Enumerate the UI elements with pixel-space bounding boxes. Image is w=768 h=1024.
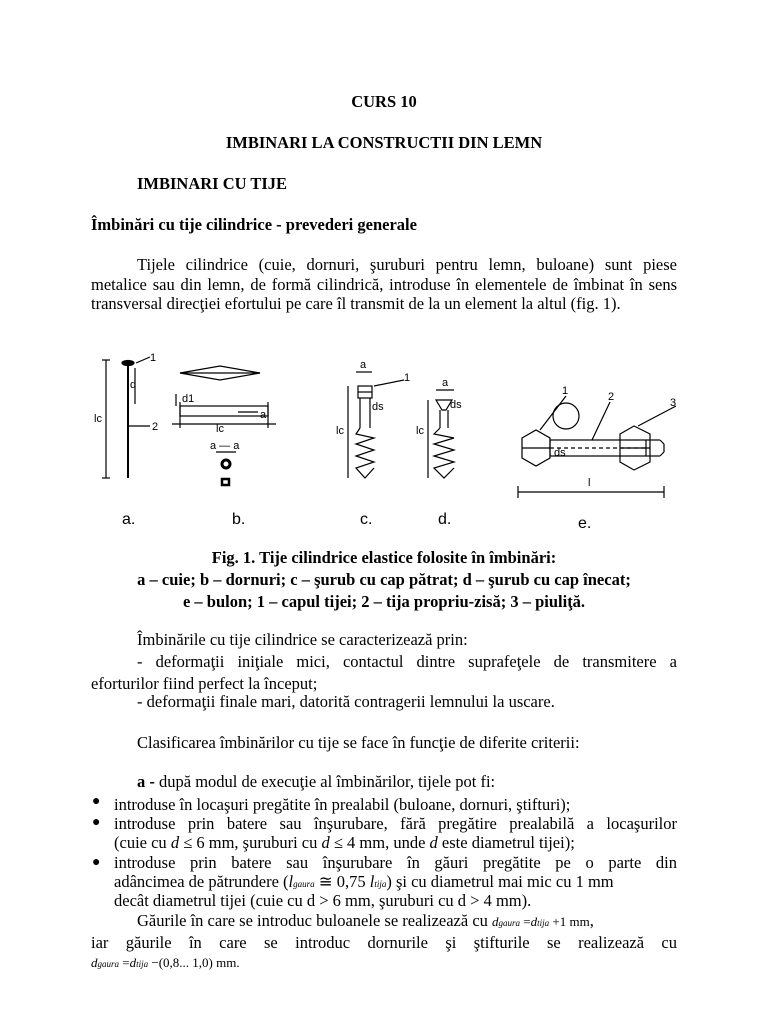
text-frag: ≅ 0,75 <box>314 872 370 891</box>
bullet-2-line-2 <box>114 833 575 853</box>
figure-caption-title: Fig. 1. Tije cilindrice elastice folosite în îmbinări: <box>211 548 557 567</box>
subscript: gaura <box>498 918 521 928</box>
var-d: d <box>91 955 98 970</box>
page-title: IMBINARI LA CONSTRUCTII DIN LEMN <box>225 133 543 152</box>
formula-bolt-hole <box>492 914 590 929</box>
label-d: d <box>130 379 137 391</box>
var-d: d <box>429 833 438 852</box>
bullet-marker: ● <box>92 855 101 870</box>
subscript: tija <box>537 918 550 928</box>
label-lc-csk: lc <box>416 425 424 437</box>
label-a-dowel: a <box>260 409 267 421</box>
holes-line-1 <box>137 911 594 931</box>
dowel-drawing <box>172 366 276 485</box>
label-l-bolt: l <box>588 477 591 489</box>
text-frag: este diametrul tijei); <box>437 833 575 852</box>
text-frag: (cuie cu <box>114 833 171 852</box>
square-head-screw-drawing <box>348 372 404 478</box>
text-frag: , <box>589 911 594 930</box>
subscript: tija <box>374 879 387 889</box>
characteristics-item-1: - deformaţii iniţiale mici, contactul dintre suprafeţele de transmitere a <box>137 652 677 671</box>
panel-label-b: b. <box>232 511 246 528</box>
figure-caption-line-2: a – cuie; b – dornuri; c – şurub cu cap pătrat; d – şurub cu cap înecat; <box>137 570 631 589</box>
subscript: gaura <box>293 879 315 889</box>
formula-dowel-hole <box>91 955 240 971</box>
figure-1-drawing <box>88 346 682 532</box>
bullet-3-line-1: introduse prin batere sau înşurubare în găuri pregătite pe o parte din <box>114 853 677 872</box>
var-d: d <box>170 833 180 852</box>
text-frag: adâncimea de pătrundere ( <box>114 872 289 891</box>
subsection-heading: Îmbinări cu tije cilindrice - prevederi generale <box>91 215 417 234</box>
label-ds-screw: ds <box>372 401 384 413</box>
label-1: 1 <box>150 352 157 364</box>
text-frag: +1 mm <box>549 914 590 929</box>
label-ds-csk: ds <box>450 399 462 411</box>
label-1-screw: 1 <box>404 372 411 384</box>
criterion-a-text: după modul de execuţie al îmbinărilor, tijele pot fi: <box>154 772 496 791</box>
text-frag: ≤ 6 mm, şuruburi cu <box>179 833 322 852</box>
text-frag: = <box>119 955 130 970</box>
text-frag: ) şi cu diametrul mai mic cu 1 mm <box>386 872 614 891</box>
var-d: d <box>530 914 538 929</box>
criterion-a <box>137 772 495 792</box>
label-lc-nail: lc <box>94 413 102 425</box>
panel-label-c: c. <box>360 511 373 528</box>
holes-line-2: iar găurile în care se introduc dornurile şi ştifturile se realizează cu <box>91 933 677 952</box>
label-a-screw: a <box>360 359 367 371</box>
label-lc-dowel: lc <box>216 423 224 435</box>
classification-text: Clasificarea îmbinărilor cu tije se face în funcţie de diferite criterii: <box>137 733 580 752</box>
bullet-marker: ● <box>92 794 101 809</box>
label-1-bolt: 1 <box>562 385 569 397</box>
bolt-drawing <box>518 396 676 498</box>
bullet-2-line-1: introduse prin batere sau înşurubare, fără pregătire prealabilă a locaşurilor <box>114 814 677 833</box>
characteristics-item-2: - deformaţii finale mari, datorită contragerii lemnului la uscare. <box>137 692 555 711</box>
label-section: a — a <box>210 440 240 452</box>
characteristics-item-1-cont: eforturilor fiind perfect la început; <box>91 674 318 693</box>
nail-drawing <box>102 357 150 478</box>
figure-caption-line-3: e – bulon; 1 – capul tijei; 2 – tija propriu-zisă; 3 – piuliţă. <box>182 592 586 611</box>
panel-label-a: a. <box>122 511 136 528</box>
course-number: CURS 10 <box>351 92 417 111</box>
label-lc-screw: lc <box>336 425 344 437</box>
label-a-csk: a <box>442 377 449 389</box>
var-d: d <box>129 955 137 970</box>
label-2-bolt: 2 <box>608 391 615 403</box>
panel-label-e: e. <box>578 515 592 532</box>
text-frag: Găurile în care se introduc buloanele se realizează cu <box>137 911 488 930</box>
label-3-bolt: 3 <box>670 397 677 409</box>
section-heading: IMBINARI CU TIJE <box>137 174 288 193</box>
characteristics-lead: Îmbinările cu tije cilindrice se caracterizează prin: <box>137 630 468 649</box>
subscript: tija <box>136 959 149 969</box>
var-d: d <box>321 833 330 852</box>
bullet-3-line-2 <box>114 872 614 892</box>
label-d1: d1 <box>182 393 195 405</box>
intro-paragraph: Tijele cilindrice (cuie, dornuri, şuruburi pentru lemn, buloane) sunt piese metalice sau din lemn, de formă cilindrică, introduse în elementele de îmbinat în sens transversal direcţiei efortului pe care îl transmit de la un element la altul (fig. 1). <box>91 255 677 313</box>
criterion-a-letter: a - <box>137 772 155 791</box>
text-frag: ≤ 4 mm, unde <box>329 833 430 852</box>
label-2: 2 <box>152 421 159 433</box>
bullet-1: introduse în locaşuri pregătite în prealabil (buloane, dornuri, ştifturi); <box>114 795 571 814</box>
subscript: gaura <box>97 959 120 969</box>
label-ds-bolt: ds <box>554 447 566 459</box>
var-l: l <box>369 872 375 891</box>
bullet-marker: ● <box>92 815 101 830</box>
bullet-3-line-3: decât diametrul tijei (cuie cu d > 6 mm, şuruburi cu d > 4 mm). <box>114 891 532 910</box>
panel-label-d: d. <box>438 511 452 528</box>
text-frag: = <box>520 914 531 929</box>
text-frag: −(0,8... 1,0) mm <box>148 955 237 970</box>
text-frag: . <box>236 955 240 970</box>
var-l: l <box>288 872 294 891</box>
var-d: d <box>492 914 499 929</box>
